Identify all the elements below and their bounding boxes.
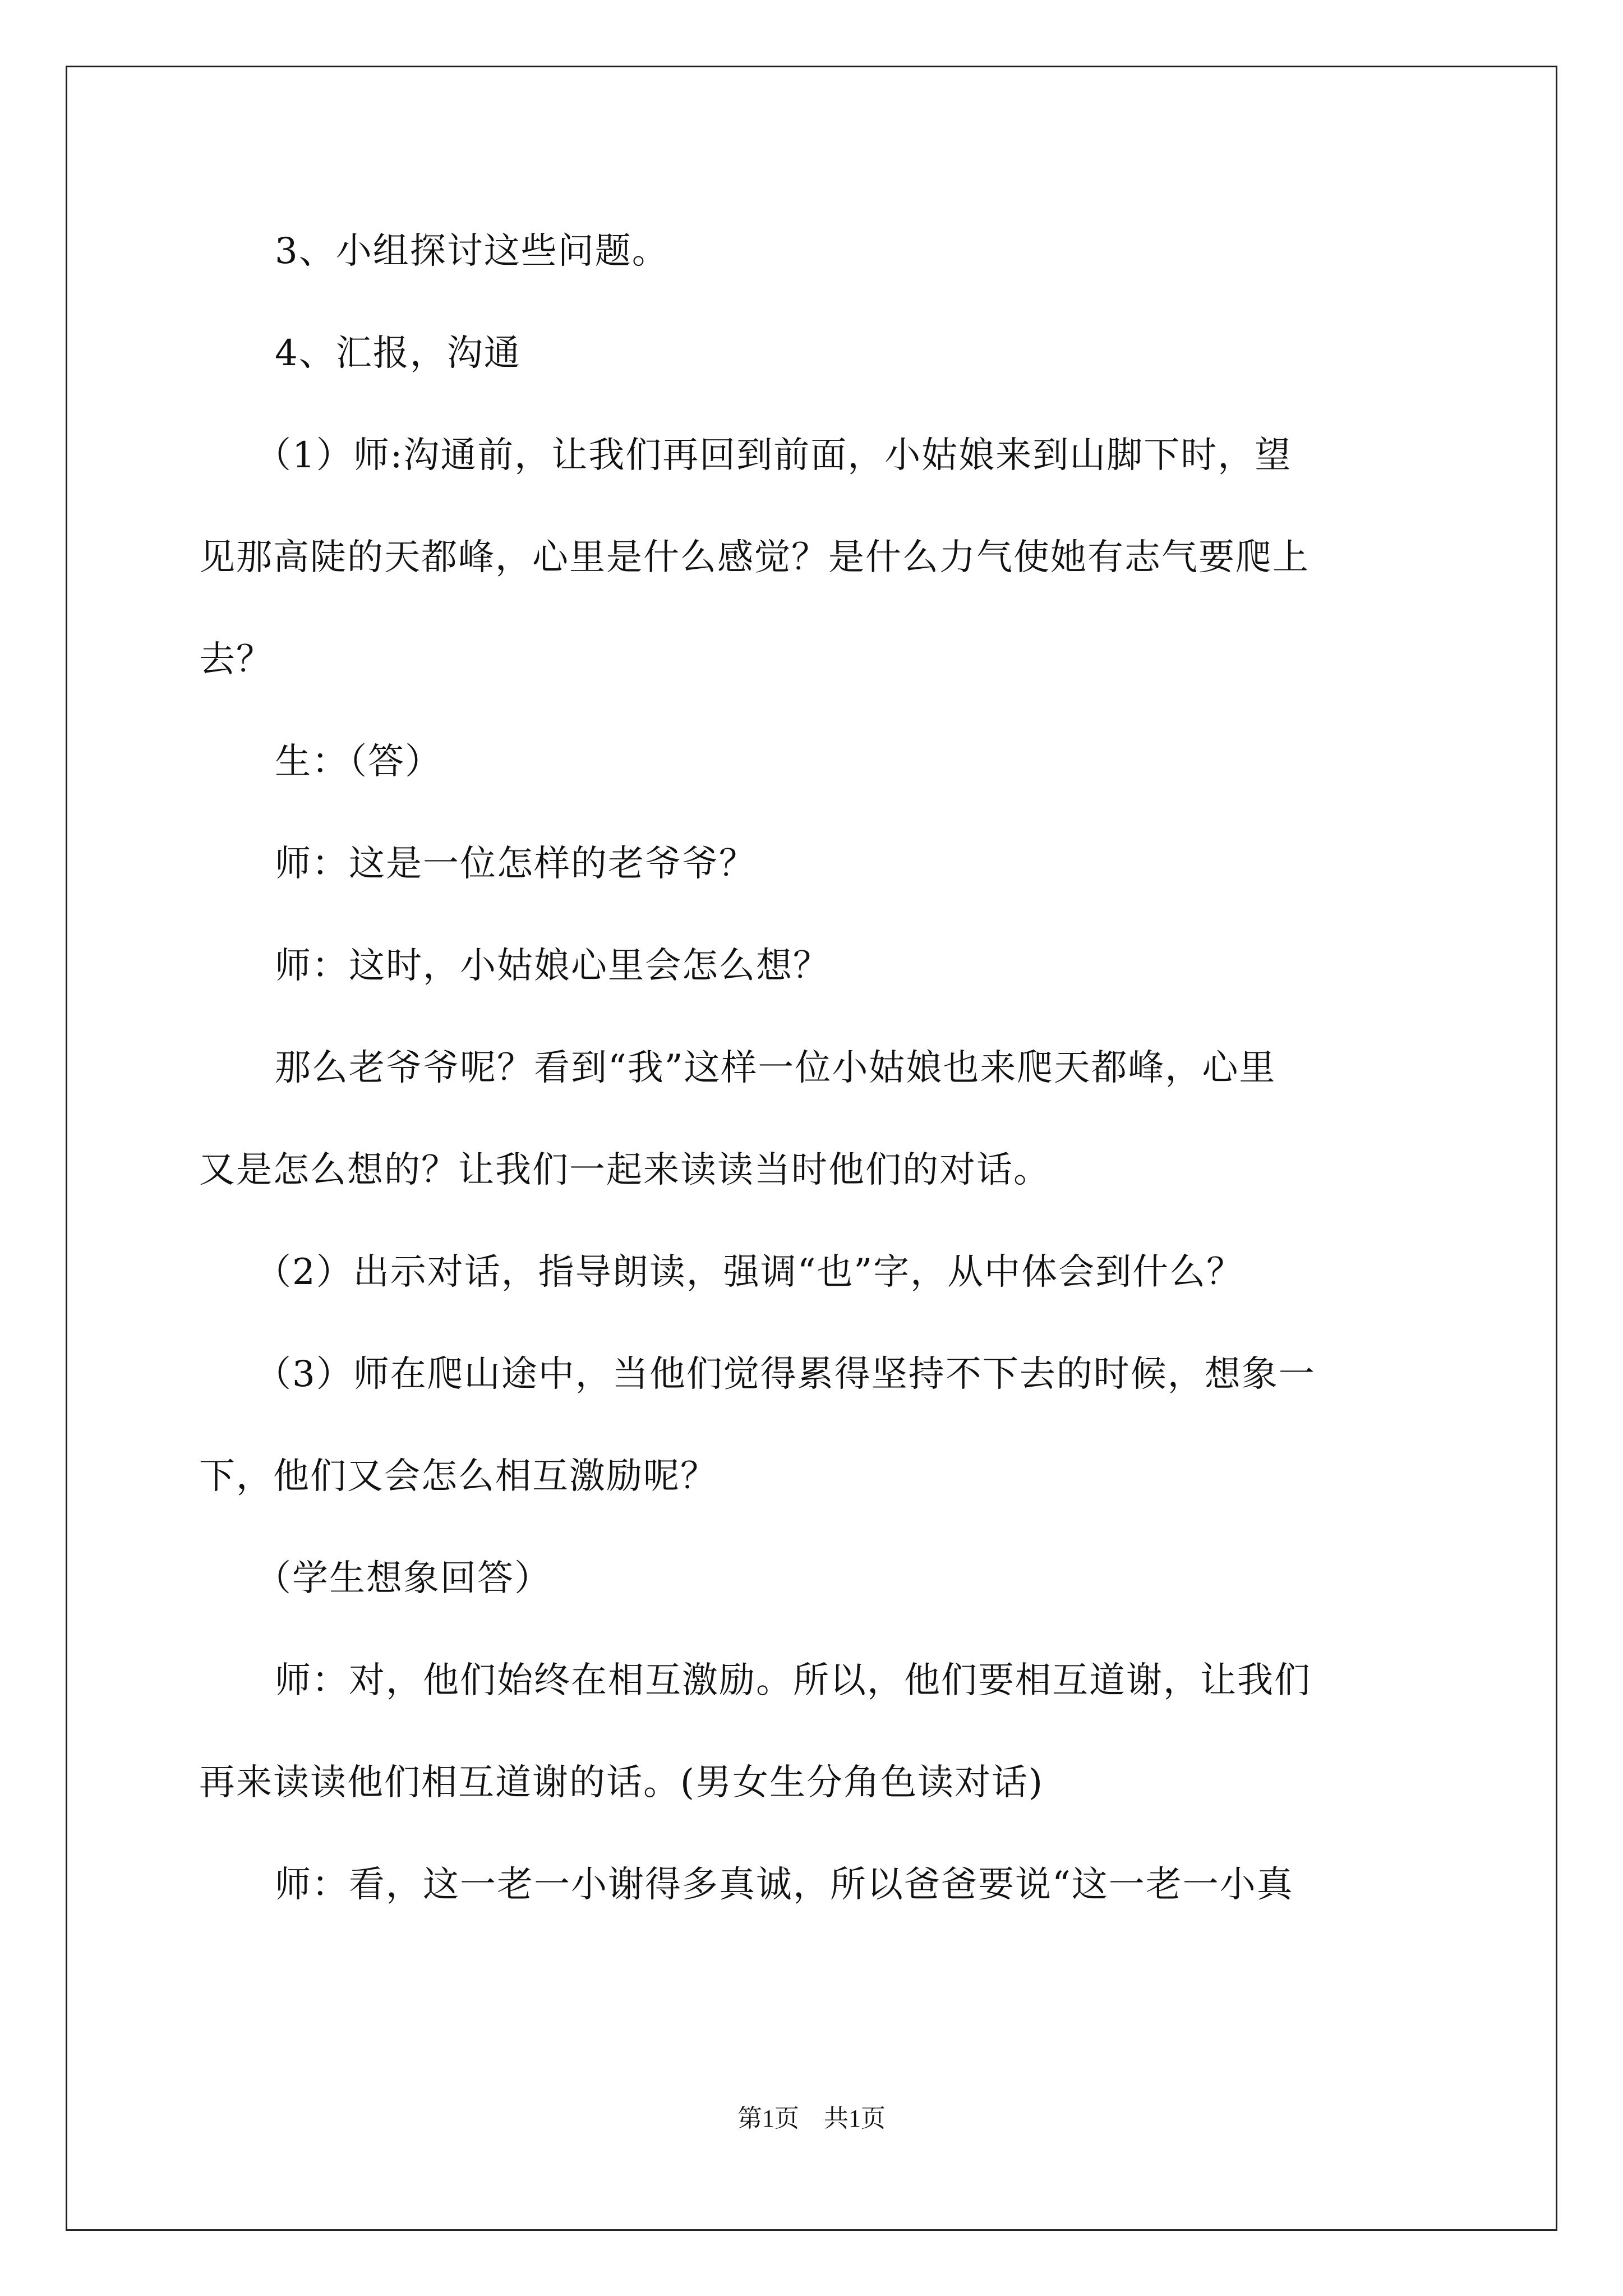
- text-line: 师：看，这一老一小谢得多真诚，所以爸爸要说“这一老一小真: [275, 1864, 1294, 1906]
- text-line: 去？: [199, 639, 273, 680]
- text-line: 下，他们又会怎么相互激励呢？: [199, 1456, 717, 1497]
- text-line: （1）师:沟通前，让我们再回到前面，小姑娘来到山脚下时，望: [255, 435, 1292, 476]
- text-line: （2）出示对话，指导朗读，强调“也”字，从中体会到什么？: [255, 1251, 1244, 1293]
- text-line: （学生想象回答）: [255, 1558, 551, 1599]
- page-footer: 第1页 共1页: [737, 2105, 886, 2132]
- text-line: 那么老爷爷呢？看到“我”这样一位小姑娘也来爬天都峰，心里: [275, 1047, 1276, 1089]
- text-line: 4、汇报，沟通: [275, 333, 521, 374]
- text-line: 师：这是一位怎样的老爷爷？: [275, 843, 756, 885]
- text-line: 师：这时，小姑娘心里会怎么想？: [275, 945, 830, 987]
- text-line: 又是怎么想的？让我们一起来读读当时他们的对话。: [199, 1149, 1050, 1191]
- text-line: 再来读读他们相互道谢的话。(男女生分角色读对话): [199, 1762, 1044, 1803]
- text-line: 3、小组探讨这些问题。: [275, 231, 669, 272]
- text-line: 师：对，他们始终在相互激励。所以，他们要相互道谢，让我们: [275, 1660, 1311, 1701]
- text-line: 生：（答）: [275, 741, 442, 783]
- text-line: 见那高陡的天都峰，心里是什么感觉？是什么力气使她有志气要爬上: [199, 537, 1310, 578]
- text-line: （3）师在爬山途中，当他们觉得累得坚持不下去的时候，想象一: [255, 1354, 1316, 1395]
